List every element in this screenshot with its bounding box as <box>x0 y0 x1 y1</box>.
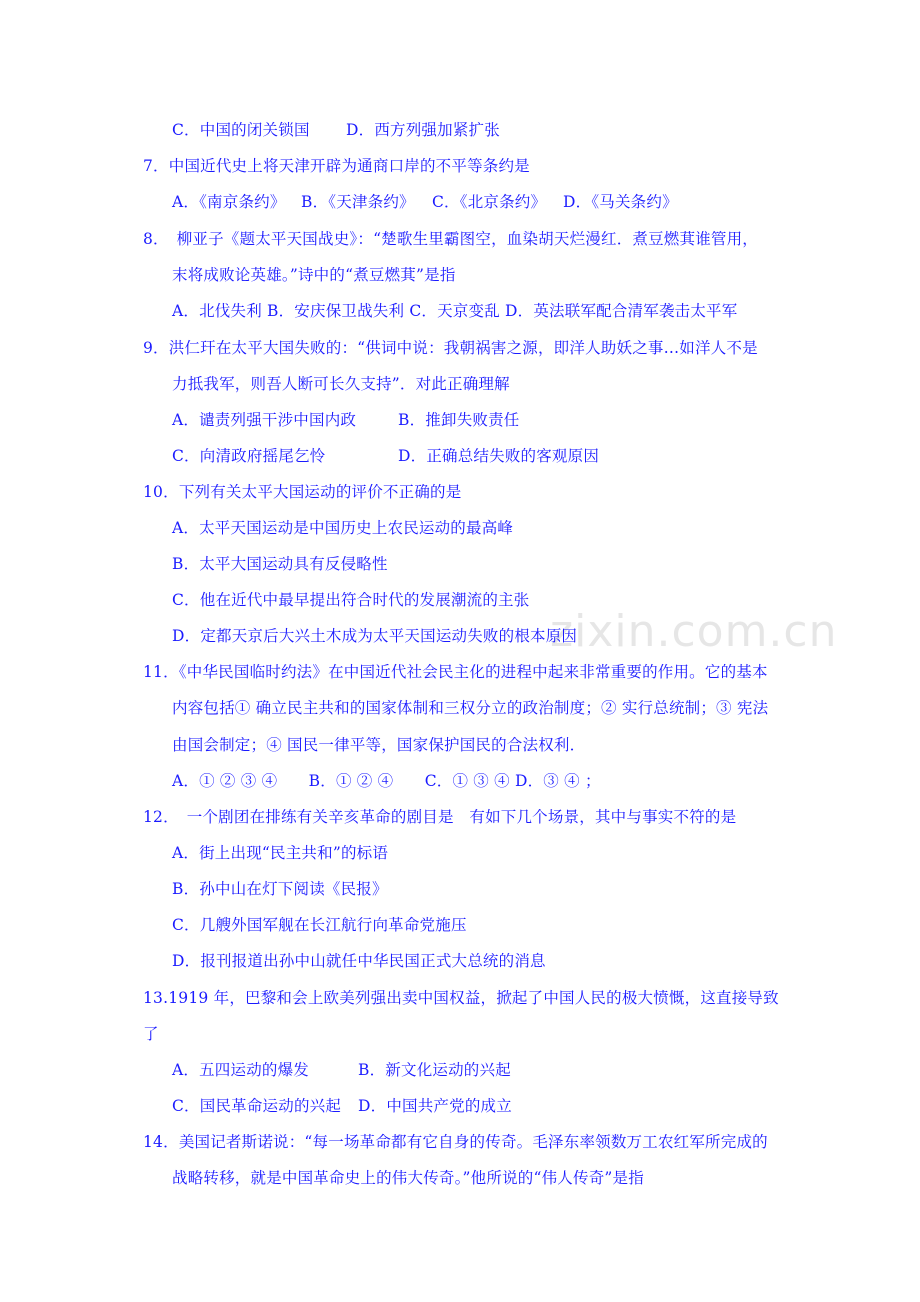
q12-stem: 12． 一个剧团在排练有关辛亥革命的剧目是 有如下几个场景，其中与事实不符的是 <box>143 808 737 826</box>
q7-option-a: A．《南京条约》 <box>172 193 286 211</box>
q13-option-b: B．新文化运动的兴起 <box>358 1061 511 1079</box>
q6-option-c: C．中国的闭关锁国 <box>172 121 310 139</box>
q9-option-b: B．推卸失败责任 <box>398 411 520 429</box>
q7-option-b: B．《天津条约》 <box>301 193 415 211</box>
q10-option-a: A．太平天国运动是中国历史上农民运动的最高峰 <box>172 519 514 537</box>
q14-stem-line-2: 战略转移，就是中国革命史上的伟大传奇。”他所说的“伟人传奇”是指 <box>172 1169 644 1187</box>
q11-stem-line-1: 11．《中华民国临时约法》在中国近代社会民主化的进程中起来非常重要的作用。它的基本 <box>143 663 768 681</box>
q13-stem-line-1: 13.1919 年，巴黎和会上欧美列强出卖中国权益，掀起了中国人民的极大愤慨，这直接导致 <box>143 989 779 1007</box>
q13-option-d: D．中国共产党的成立 <box>358 1097 512 1115</box>
q8-options: A．北伐失利 B．安庆保卫战失利 C．天京变乱 D．英法联军配合清军袭击太平军 <box>172 302 738 320</box>
q9-stem-line-2: 力抵我军，则吾人断可长久支持”．对此正确理解 <box>172 375 510 393</box>
q8-stem-line-2: 末将成败论英雄。”诗中的“煮豆燃萁”是指 <box>172 266 456 284</box>
q12-option-d: D．报刊报道出孙中山就任中华民国正式大总统的消息 <box>172 952 546 970</box>
q13-stem-line-2: 了 <box>143 1025 159 1043</box>
q10-stem: 10．下列有关太平大国运动的评价不正确的是 <box>143 483 462 501</box>
q10-option-b: B．太平大国运动具有反侵略性 <box>172 555 388 573</box>
q9-option-d: D．正确总结失败的客观原因 <box>398 447 600 465</box>
q9-option-a: A．谴责列强干涉中国内政 <box>172 411 357 429</box>
watermark: zixin.com.cn <box>550 606 838 657</box>
q6-option-d: D．西方列强加紧扩张 <box>346 121 500 139</box>
q11-stem-line-3: 由国会制定；④ 国民一律平等，国家保护国民的合法权利． <box>172 736 586 754</box>
q14-stem-line-1: 14．美国记者斯诺说：“每一场革命都有它自身的传奇。毛泽东率领数万工农红军所完成的 <box>143 1133 768 1151</box>
q9-stem-line-1: 9．洪仁玕在太平大国失败的：“供词中说：我朝祸害之源，即洋人助妖之事…如洋人不是 <box>143 339 758 357</box>
q13-option-c: C．国民革命运动的兴起 <box>172 1097 342 1115</box>
q7-option-c: C．《北京条约》 <box>432 193 547 211</box>
q12-option-c: C．几艘外国军舰在长江航行向革命党施压 <box>172 916 467 934</box>
q9-option-c: C．向清政府摇尾乞怜 <box>172 447 326 465</box>
q7-stem: 7．中国近代史上将天津开辟为通商口岸的不平等条约是 <box>143 157 530 175</box>
q8-stem-line-1: 8． 柳亚子《题太平天国战史》：“楚歌生里霸图空，血染胡天烂漫红．煮豆燃萁谁管用， <box>143 230 758 248</box>
q10-option-d: D．定都天京后大兴土木成为太平天国运动失败的根本原因 <box>172 627 578 645</box>
q10-option-c: C．他在近代中最早提出符合时代的发展潮流的主张 <box>172 591 530 609</box>
q13-option-a: A．五四运动的爆发 <box>172 1061 309 1079</box>
q12-option-a: A．街上出现“民主共和”的标语 <box>172 844 389 862</box>
q11-stem-line-2: 内容包括① 确立民主共和的国家体制和三权分立的政治制度；② 实行总统制；③ 宪法 <box>172 699 769 717</box>
q7-option-d: D．《马关条约》 <box>563 193 678 211</box>
q11-options: A．① ② ③ ④ B．① ② ④ C．① ③ ④ D．③ ④ ； <box>172 772 601 790</box>
q12-option-b: B．孙中山在灯下阅读《民报》 <box>172 880 388 898</box>
